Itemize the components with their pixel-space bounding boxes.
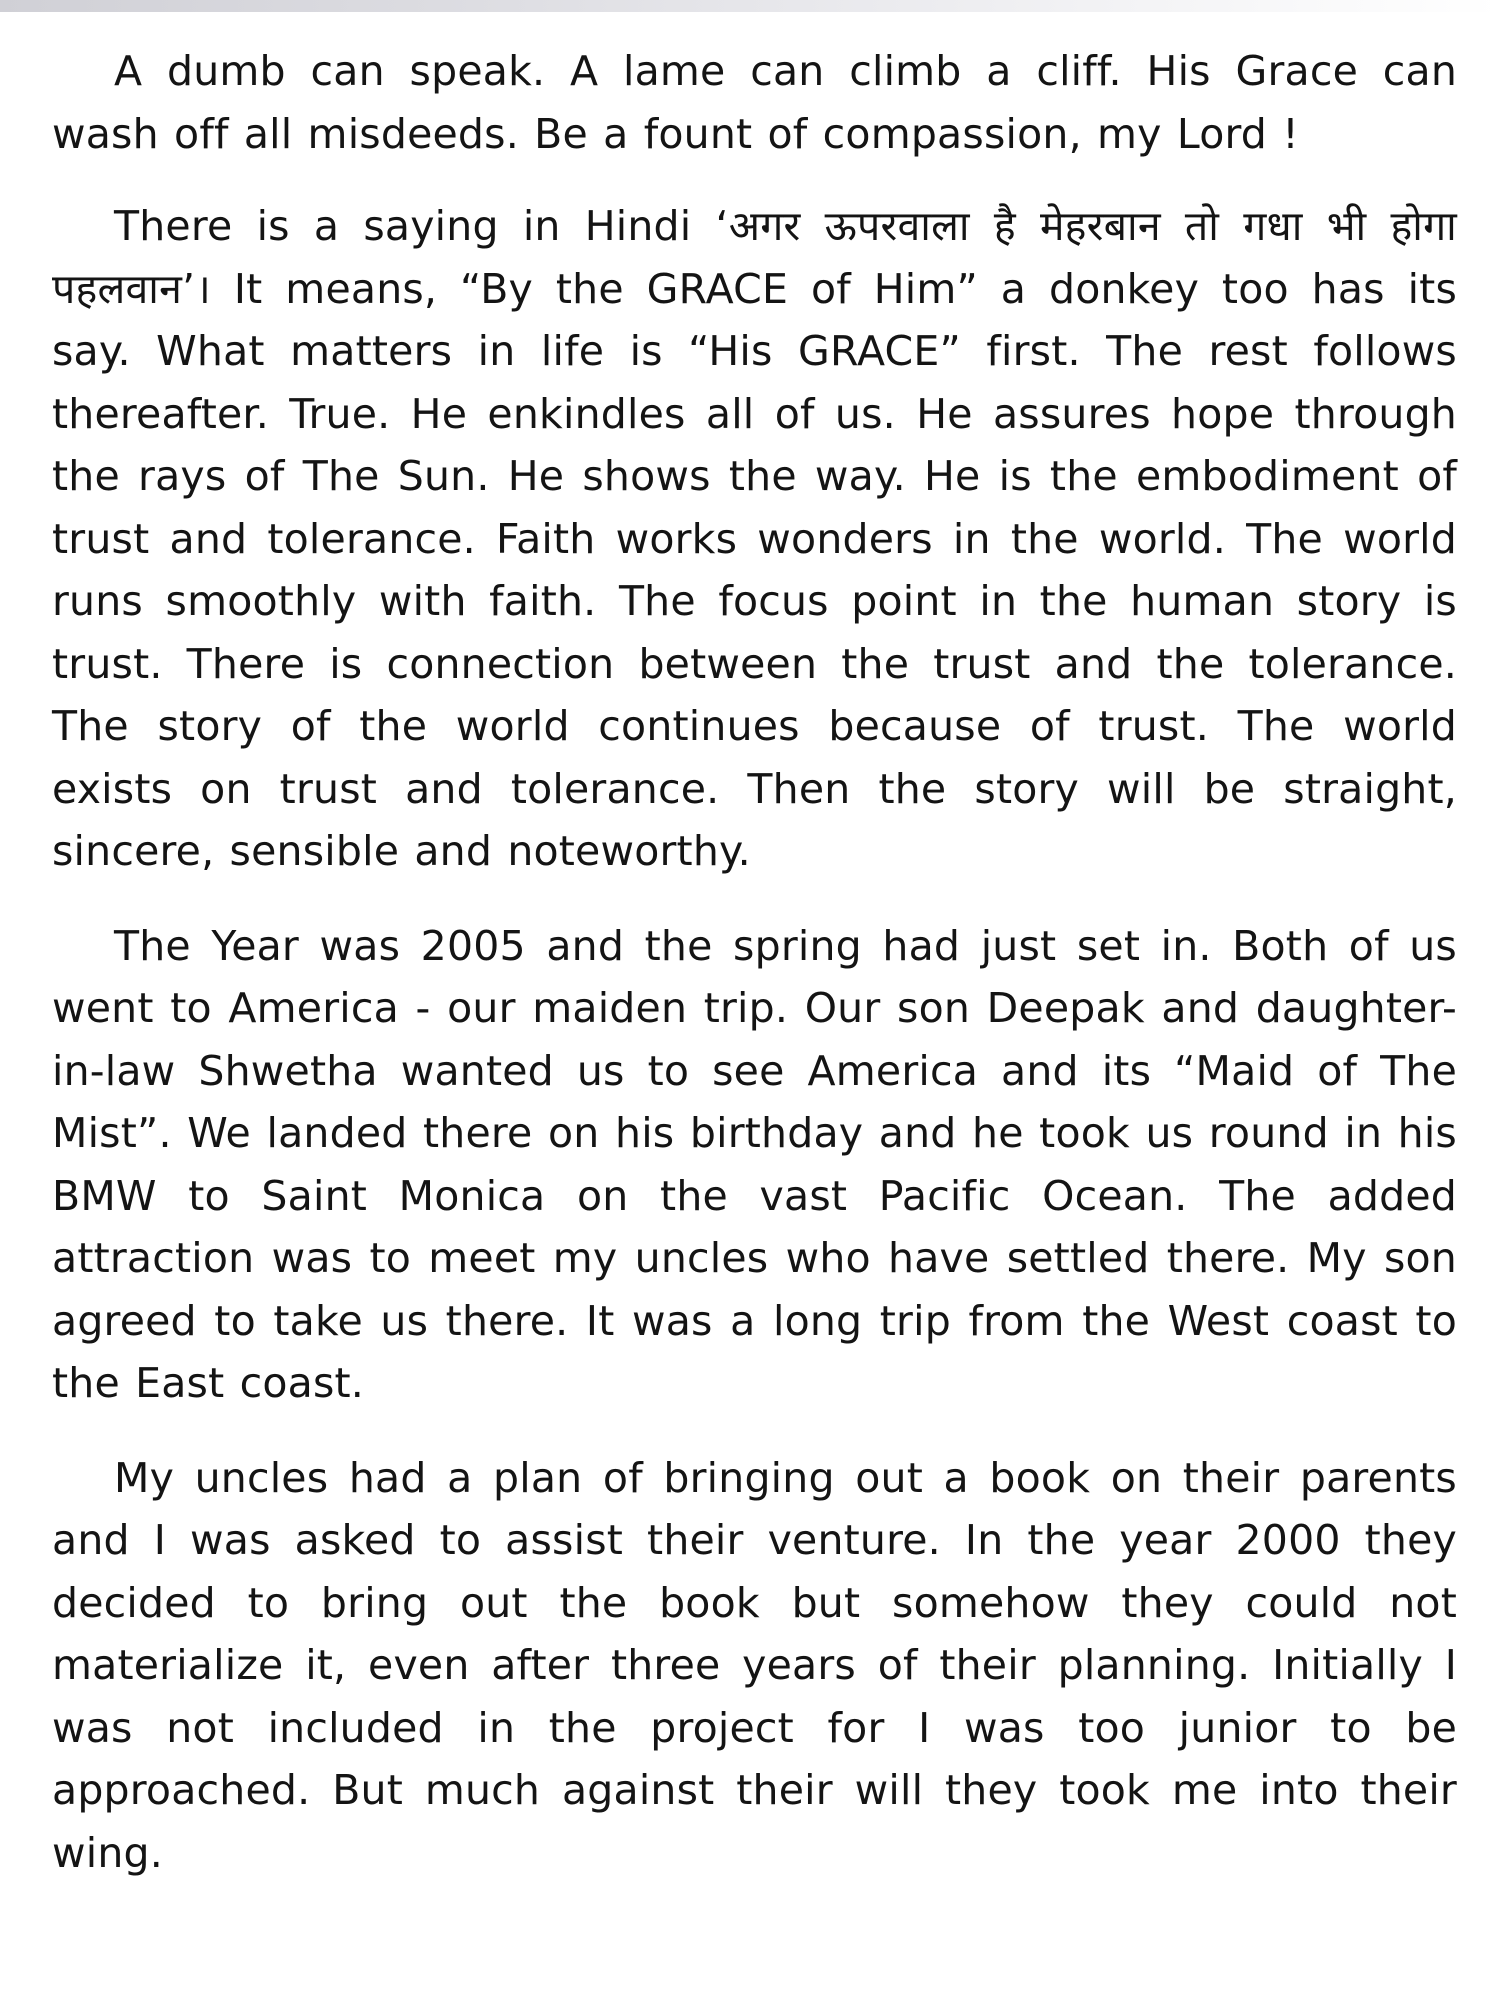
page-text — [52, 40, 1457, 1916]
paragraph-2: There is a saying in Hindi ‘अगर ऊपरवाला है मेहरबान तो गधा भी होगा पहलवान’। It means, “By the GRACE of Him” a donkey too has its say. What matters in life is “His GRACE” first. The rest follows thereafter. True. He enkindles all of us. He assures hope through the rays of The Sun. He shows the way. He is the embodiment of trust and tolerance. Faith works wonders in the world. The world runs smoothly with faith. The focus point in the human story is trust. There is connection between the trust and the tolerance. The story of the world continues because of trust. The world exists on trust and tolerance. Then the story will be straight, sincere, sensible and noteworthy. — [52, 202, 1457, 875]
paragraph-4: My uncles had a plan of bringing out a book on their parents and I was asked to assist their venture. In the year 2000 they decided to bring out the book but somehow they could not materialize it, even after three years of their planning. Initially I was not included in the project for I was too junior to be approached. But much against their will they took me into their wing. — [52, 1453, 1457, 1877]
paragraph-3: The Year was 2005 and the spring had just set in. Both of us went to America - our maiden trip. Our son Deepak and daughter-in-law Shwetha wanted us to see America and its “Maid of The Mist”. We landed there on his birthday and he took us round in his BMW to Saint Monica on the vast Pacific Ocean. The added attraction was to meet my uncles who have settled there. My son agreed to take us there. It was a long trip from the West coast to the East coast. — [52, 921, 1457, 1407]
scan-top-edge — [0, 0, 1500, 12]
paragraph-1: A dumb can speak. A lame can climb a cliff. His Grace can wash off all misdeeds. Be a fount of compassion, my Lord ! — [52, 47, 1457, 158]
